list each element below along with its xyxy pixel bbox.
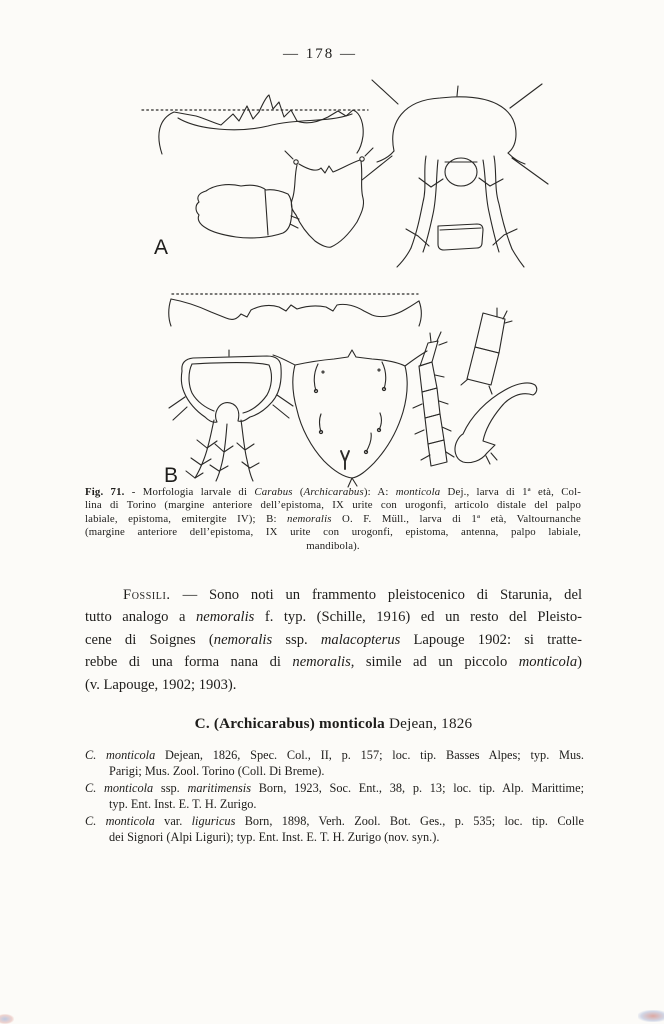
text-segment: typ. Ent. Inst. E. T. H. Zurigo. [109,797,257,812]
bibliography-line [85,796,584,812]
text-segment: Lapouge 1902: si tratte- [400,631,582,648]
text-segment: (v. Lapouge, 1902; 1903). [85,676,237,693]
text-segment: ): A: [363,486,396,498]
caption-line [85,513,581,526]
species-heading [85,715,582,733]
text-segment: Born, 1898, Verh. Zool. Bot. Ges., p. 535; loc. tip. Colle [235,813,584,828]
caption-line [85,526,581,539]
text-segment: ssp. [272,631,321,648]
text-segment: labiale, epistoma, emitergite IV); B: [85,512,288,525]
text-segment: - Morfologia larvale di [124,486,255,498]
fossil-paragraph [85,584,582,696]
text-segment: Dej., larva di 1ª età, Col- [440,486,581,498]
text-segment: tutto analogo a [85,609,196,626]
text-segment: ssp. [153,780,188,795]
text-segment: lina di Torino (margine anteriore dell’epistoma, IX urite con urogonfi, articolo distale del palpo [85,499,581,512]
bibliography-list [85,747,584,845]
text-segment: C. (Archicarabus) monticola [194,715,385,732]
text-segment: cene di Soignes ( [85,631,214,648]
text-segment: var. [154,813,192,828]
text-segment: ) [577,654,582,671]
text-segment: liguricus [191,813,236,828]
caption-line [85,540,581,553]
epistoma-margin-b [169,294,422,326]
mandibola-b [455,383,537,464]
paragraph-line [85,651,582,673]
caption-line [85,499,581,512]
text-segment: nemoralis [195,609,255,626]
antenna-b [413,332,454,466]
text-segment: Dejean, 1826, Spec. Col., II, p. 157; loc. tip. Basses Alpes; typ. Mus. [155,748,584,762]
text-segment: Parigi; Mus. Zool. Torino (Coll. Di Breme). [109,764,325,779]
text-segment: monticola [518,654,578,671]
bibliography-line [85,813,584,829]
text-segment: — Sono noti un frammento pleistocenico di Starunia, del [170,587,582,603]
paragraph-line [85,606,582,628]
ix-urite-urogonfi-a [362,80,548,267]
figure-caption [85,486,581,553]
text-segment: Dejean, 1826 [384,715,473,732]
figure-a-label: A [154,236,169,259]
text-segment: mandibola). [306,539,360,552]
text-segment: C. monticola [85,780,154,795]
palpo-labiale-b [461,308,512,394]
epistoma-margin-a [142,95,368,154]
text-segment: rebbe di una forma nana di [85,654,293,671]
epistoma-a [285,148,373,247]
text-segment: Born, 1923, Soc. Ent., 38, p. 13; loc. tip. Alp. Marittime; [251,780,584,795]
bibliography-line [85,747,584,763]
bibliography-line [85,829,584,845]
text-segment: monticola [395,486,441,498]
text-segment: nemoralis [287,512,332,525]
paragraph-line [85,584,582,606]
text-segment: (margine anteriore dell’epistoma, IX urite con urogonfi, epistoma, antenna, palpo labiale, [85,526,581,539]
text-segment: C. monticola [85,813,155,828]
text-segment: ( [292,486,304,498]
text-segment: f. typ. (Schille, 1916) ed un resto del Pleisto- [254,609,582,626]
bibliography-line [85,763,584,779]
bibliography-line [85,780,584,796]
text-segment: maritimensis [187,780,251,795]
text-segment: Fossili. [123,587,171,603]
text-segment: dei Signori (Alpi Liguri); typ. Ent. Inst. E. T. H. Zurigo (nov. syn.). [109,829,440,844]
caption-line [85,486,581,499]
text-segment: , simile ad un piccolo [350,654,519,671]
text-segment: malacopterus [320,631,401,648]
emitergite-iv-a [438,224,483,250]
text-segment: C. monticola [85,748,156,762]
page-number: — 178 — [283,46,357,62]
palpo-labiale-a [196,185,299,238]
epistoma-b [273,350,427,487]
text-segment: nemoralis [292,654,351,671]
figure-b-drawing [169,294,537,487]
text-segment: Fig. 71. [85,486,125,498]
text-segment: Archicarabus [303,486,364,498]
figure-a-drawing [142,80,548,267]
figure-b-label: B [164,464,179,487]
paragraph-line [85,674,582,696]
text-segment: O. F. Müll., larva di 1ª età, Valtournanche [331,512,581,525]
paragraph-line [85,629,582,651]
text-segment: nemoralis [213,631,273,648]
text-segment: Carabus [254,486,293,498]
ix-urite-urogonfi-b [169,350,293,481]
